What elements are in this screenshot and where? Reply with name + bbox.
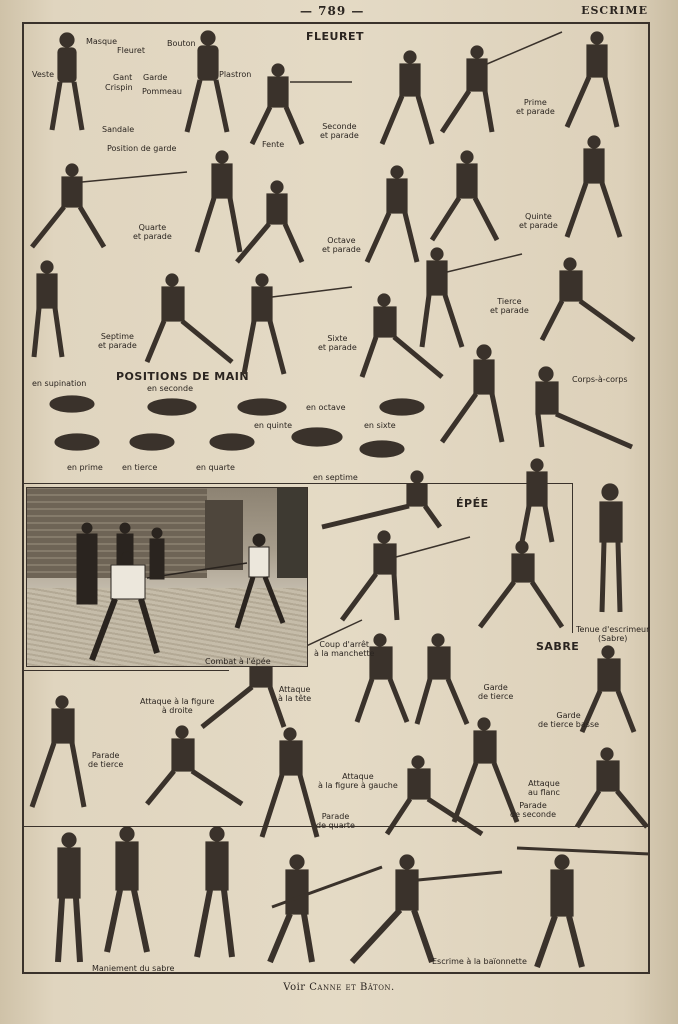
fencer-figure-octave [237, 181, 302, 262]
label-coup-arret: Coup d'arrêt à la manchette [314, 640, 375, 658]
label-sixte-parade: Sixte et parade [318, 334, 357, 352]
label-garde: Garde [143, 73, 168, 82]
soldier-figure-1 [58, 833, 80, 962]
fencer-figure-tierce-2 [542, 258, 634, 340]
see-also-footer [0, 982, 678, 993]
label-sandale: Sandale [102, 125, 135, 134]
footer-conj: et [345, 982, 357, 993]
label-plastron: Plastron [219, 70, 252, 79]
label-tierce-parade: Tierce et parade [490, 297, 529, 315]
label-quinte-parade: Quinte et parade [519, 212, 558, 230]
fencer-figure-prime [567, 32, 617, 127]
fencer-figure-epee-4 [480, 541, 562, 627]
fencer-figure-quarte-2 [197, 151, 240, 252]
label-en-septime: en septime [313, 473, 358, 482]
page-header-title: ESCRIME [581, 4, 648, 17]
label-garde-tierce-basse: Garde de tierce basse [538, 711, 600, 729]
label-en-sixte: en sixte [364, 421, 396, 430]
label-crispin: Crispin [105, 83, 133, 92]
soldier-figure-6 [517, 848, 650, 967]
combat-photo [26, 487, 308, 667]
fencer-figure-sabre-8 [387, 756, 482, 834]
soldier-figure-2 [107, 827, 147, 952]
label-en-quarte: en quarte [196, 463, 235, 472]
label-septime-parade: Septime et parade [98, 332, 137, 350]
footer-ref-canne: Canne [309, 982, 342, 993]
fencer-figure-sabre-3 [417, 634, 467, 724]
fencer-figure-tenue-sabre [600, 484, 622, 612]
label-attaque-tete: Attaque à la tête [278, 685, 312, 703]
label-parade-quarte: Parade de quarte [316, 812, 355, 830]
fencer-figure-sabre-7 [262, 728, 317, 837]
section-title-epee: ÉPÉE [456, 497, 489, 510]
label-garde-tierce: Garde de tierce [478, 683, 514, 701]
soldier-figure-3 [197, 827, 232, 957]
fencer-figure-sabre-10 [577, 748, 647, 827]
label-attaque-figure-gauche: Attaque à la figure à gauche [318, 772, 398, 790]
fencer-figure-sabre-9 [454, 718, 517, 822]
label-gant: Gant [113, 73, 133, 82]
footer-ref-baton: Bâton. [360, 982, 395, 993]
label-tenue-escrimeur: Tenue d'escrimeur (Sabre) [576, 625, 650, 643]
label-en-supination: en supination [32, 379, 87, 388]
label-combat-epee: Combat à l'épée [205, 657, 271, 666]
label-en-prime: en prime [67, 463, 103, 472]
section-title-fleuret: FLEURET [306, 30, 364, 43]
label-masque: Masque [86, 37, 118, 46]
fencer-figure-epee-2 [522, 459, 552, 542]
label-escrime-baionnette: Escrime à la baïonnette [432, 957, 527, 966]
label-prime-parade: Prime et parade [516, 98, 555, 116]
label-quarte-parade: Quarte et parade [133, 223, 172, 241]
label-attaque-flanc: Attaque au flanc [528, 779, 560, 797]
label-fleuret: Fleuret [117, 46, 145, 55]
label-seconde-parade: Seconde et parade [320, 122, 359, 140]
label-parade-seconde: Parade de seconde [510, 801, 556, 819]
fencer-figure-epee-3 [342, 531, 470, 620]
fencer-figure-corps-a-corps [442, 345, 632, 447]
fencer-figure-septime [34, 261, 62, 357]
fencer-figure-quinte [432, 151, 497, 240]
footer-prefix: Voir [283, 982, 306, 993]
fencer-figure-seconde [382, 51, 432, 144]
fencer-figure-quinte-2 [567, 136, 620, 237]
label-en-octave: en octave [306, 403, 346, 412]
label-parade-tierce: Parade de tierce [88, 751, 124, 769]
label-octave-parade: Octave et parade [322, 236, 361, 254]
fencer-figure-sabre-5 [32, 696, 84, 807]
label-pommeau: Pommeau [142, 87, 182, 96]
label-veste: Veste [32, 70, 54, 79]
fencer-figure-equipment [52, 33, 82, 130]
label-en-seconde: en seconde [147, 384, 193, 393]
section-title-sabre: SABRE [536, 640, 580, 653]
label-bouton: Bouton [167, 39, 196, 48]
fencer-figure-septime-2 [147, 274, 232, 362]
fencer-figure-sixte [244, 274, 352, 374]
fencer-figure-octave-2 [367, 166, 417, 262]
label-position-garde: Position de garde [107, 144, 177, 153]
fencer-figure-seconde-2 [442, 32, 562, 132]
fencer-figure-sixte-2 [362, 294, 442, 377]
fencer-figure-sabre-6 [147, 726, 242, 804]
page-number: — 789 — [300, 4, 365, 18]
label-en-tierce: en tierce [122, 463, 158, 472]
label-attaque-figure-droite: Attaque à la figure à droite [140, 697, 215, 715]
label-en-quinte: en quinte [254, 421, 293, 430]
label-corps-a-corps: Corps-à-corps [572, 375, 628, 384]
section-title-positions-main: POSITIONS DE MAIN [116, 370, 250, 383]
label-maniement-sabre: Maniement du sabre [92, 964, 175, 973]
label-fente: Fente [262, 140, 285, 149]
